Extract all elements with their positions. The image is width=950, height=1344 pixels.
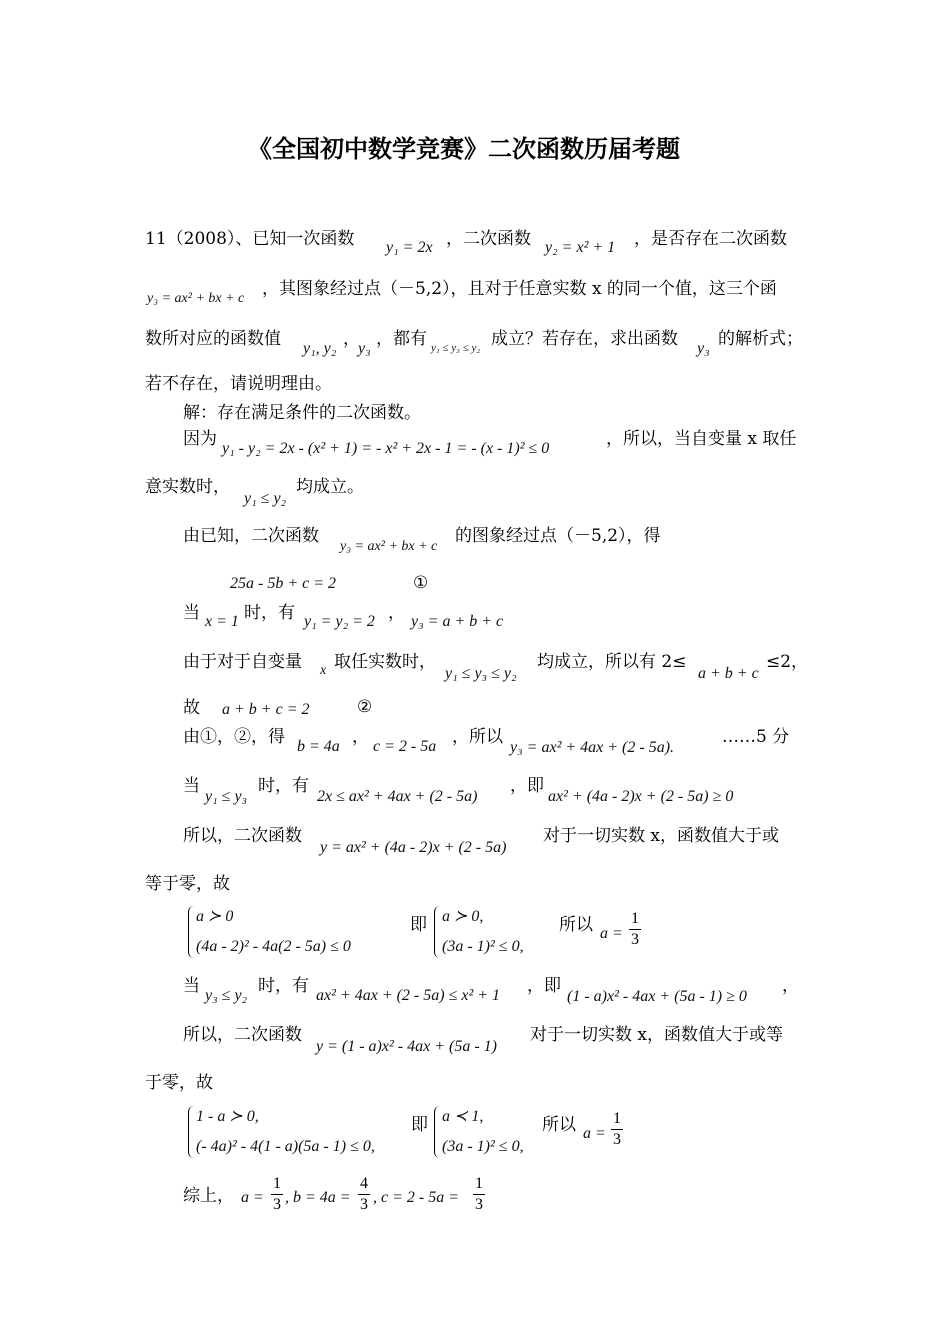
comma: ，	[352, 727, 369, 747]
math-y3: y₃	[358, 340, 371, 357]
solution-text: 当	[183, 976, 200, 996]
fraction-bar	[473, 1194, 485, 1195]
solution-text: 取任实数时，	[334, 652, 436, 672]
left-brace	[434, 1106, 442, 1158]
solution-text: 故	[183, 698, 200, 718]
equation-2: a + b + c = 2	[222, 701, 310, 718]
solution-text: 解：存在满足条件的二次函数。	[183, 403, 421, 423]
solution-text: 于零，故	[145, 1073, 213, 1093]
problem-text: 数所对应的函数值	[145, 329, 281, 349]
solution-text: 当	[183, 603, 200, 623]
problem-text: 的解析式；	[718, 329, 803, 349]
solution-text: 意实数时，	[145, 477, 230, 497]
solution-text: 时，有	[258, 776, 309, 796]
solution-text: 的图象经过点（－5,2），得	[455, 526, 661, 546]
left-brace	[188, 906, 196, 958]
fraction-numerator: 1	[613, 1110, 621, 1127]
fraction-denominator: 3	[613, 1131, 621, 1148]
fraction-one-third	[629, 911, 641, 948]
solution-text: 当	[183, 776, 200, 796]
fraction-bar	[271, 1194, 283, 1195]
page-title: 《全国初中数学竞赛》二次函数历届考题	[248, 134, 680, 163]
equation-marker: ①	[413, 573, 429, 593]
math-y1-y2: y₁, y₂	[303, 340, 337, 357]
fraction-numerator: 4	[360, 1175, 368, 1192]
solution-text: ，即	[510, 776, 544, 796]
math-y1: y₁ = 2x	[386, 239, 433, 256]
fraction-denominator: 3	[475, 1196, 483, 1213]
solution-text: 因为	[183, 429, 217, 449]
math-function: y = ax² + (4a - 2)x + (2 - 5a)	[320, 839, 507, 856]
comma: ，	[782, 976, 799, 996]
math-y3: y₃	[697, 340, 710, 357]
math-c: c = 2 - 5a	[373, 738, 437, 755]
solution-text: 时，有	[258, 976, 309, 996]
fraction-bar	[358, 1194, 370, 1195]
problem-text: ，其图象经过点（－5,2），且对于任意实数 x 的同一个值，这三个函	[262, 279, 777, 299]
score-note: ……5 分	[722, 727, 790, 747]
system-line: a ≻ 0,	[442, 908, 484, 925]
left-brace	[434, 906, 442, 958]
equation-marker: ②	[357, 697, 373, 717]
solution-text: 由于对于自变量	[183, 652, 302, 672]
left-brace	[188, 1106, 196, 1158]
solution-text: 等于零，故	[145, 874, 230, 894]
math-y1-le-y3: y₁ ≤ y₃	[205, 788, 248, 805]
math-y3-result: y₃ = ax² + 4ax + (2 - 5a).	[510, 739, 675, 756]
math-chain-inequality: y₁ ≤ y₃ ≤ y₂	[445, 665, 517, 682]
system-line: 1 - a ≻ 0,	[196, 1108, 259, 1125]
system-line: a ≻ 0	[196, 908, 234, 925]
solution-text: 由已知，二次函数	[183, 526, 319, 546]
system-line: a ≺ 1,	[442, 1108, 484, 1125]
math-a-equals: a =	[600, 925, 623, 942]
equation-1: 25a - 5b + c = 2	[230, 575, 337, 592]
comma: ，	[388, 603, 405, 623]
system-line: (3a - 1)² ≤ 0,	[442, 938, 524, 955]
math-x-eq-1: x = 1	[205, 613, 239, 630]
problem-text: 成立？若存在，求出函数	[491, 329, 678, 349]
math-y3: y₃ = ax² + bx + c	[340, 539, 438, 554]
math-x: x	[320, 663, 327, 678]
comma: ，	[343, 329, 360, 349]
math-y2: y₂ = x² + 1	[545, 239, 616, 256]
fraction-c	[473, 1176, 485, 1213]
fraction-numerator: 1	[273, 1175, 281, 1192]
solution-text: 对于一切实数 x，函数值大于或	[543, 826, 779, 846]
math-inequality: 2x ≤ ax² + 4ax + (2 - 5a)	[317, 788, 478, 805]
solution-text: 综上，	[183, 1186, 234, 1206]
solution-text: 对于一切实数 x，函数值大于或等	[530, 1025, 783, 1045]
math-inequality: ax² + (4a - 2)x + (2 - 5a) ≥ 0	[548, 788, 734, 805]
solution-text: 即	[411, 1115, 428, 1135]
math-b: b = 4a	[297, 738, 340, 755]
math-y3-le-y2: y₃ ≤ y₂	[205, 987, 248, 1004]
solution-text: ≤2，	[766, 652, 809, 672]
math-y1-le-y2: y₁ ≤ y₂	[244, 490, 287, 507]
solution-text: 所以，二次函数	[183, 1025, 302, 1045]
solution-text: ，所以，当自变量 x 取任	[606, 429, 797, 449]
solution-text: 所以，二次函数	[183, 826, 302, 846]
math-inequality: ax² + 4ax + (2 - 5a) ≤ x² + 1	[316, 987, 501, 1004]
solution-text: ，即	[527, 976, 561, 996]
math-inequality: y₁ ≤ y₃ ≤ y₂	[431, 342, 481, 354]
system-line: (3a - 1)² ≤ 0,	[442, 1138, 524, 1155]
fraction-b	[358, 1176, 370, 1213]
problem-text: 11（2008）、已知一次函数	[145, 229, 355, 249]
math-inequality: (1 - a)x² - 4ax + (5a - 1) ≥ 0	[567, 988, 747, 1005]
solution-text: 即	[410, 915, 427, 935]
math-a-equals: a =	[583, 1125, 606, 1142]
fraction-numerator: 1	[475, 1175, 483, 1192]
solution-text: 所以	[559, 915, 593, 935]
math-y3-sum: y₃ = a + b + c	[411, 613, 504, 630]
system-line: (4a - 2)² - 4a(2 - 5a) ≤ 0	[196, 938, 351, 955]
math-c-equals: , c = 2 - 5a =	[373, 1189, 460, 1206]
problem-text: ，二次函数	[446, 229, 531, 249]
fraction-denominator: 3	[631, 931, 639, 948]
solution-text: 时，有	[244, 603, 295, 623]
fraction-denominator: 3	[360, 1196, 368, 1213]
problem-text: 若不存在，请说明理由。	[145, 374, 332, 394]
system-line: (- 4a)² - 4(1 - a)(5a - 1) ≤ 0,	[196, 1138, 375, 1155]
math-function: y = (1 - a)x² - 4ax + (5a - 1)	[316, 1038, 497, 1055]
problem-text: ，都有	[376, 329, 427, 349]
solution-text: 均成立。	[296, 477, 364, 497]
solution-text: 均成立，所以有 2≤	[537, 652, 687, 672]
math-y3: y₃ = ax² + bx + c	[147, 291, 245, 306]
solution-text: ，所以	[452, 727, 503, 747]
fraction-bar	[611, 1129, 623, 1130]
math-y1-eq-y2: y₁ = y₂ = 2	[304, 613, 375, 630]
fraction-a	[271, 1176, 283, 1213]
math-b-equals: , b = 4a =	[285, 1189, 351, 1206]
problem-text: ，是否存在二次函数	[634, 229, 787, 249]
math-difference: y₁ - y₂ = 2x - (x² + 1) = - x² + 2x - 1 = - (x - 1)² ≤ 0	[222, 440, 550, 457]
math-a-equals: a =	[241, 1189, 264, 1206]
fraction-one-third	[611, 1111, 623, 1148]
solution-text: 所以	[542, 1115, 576, 1135]
fraction-numerator: 1	[631, 910, 639, 927]
math-a-b-c: a + b + c	[698, 665, 759, 682]
solution-text: 由①，②，得	[183, 727, 285, 747]
fraction-denominator: 3	[273, 1196, 281, 1213]
fraction-bar	[629, 929, 641, 930]
